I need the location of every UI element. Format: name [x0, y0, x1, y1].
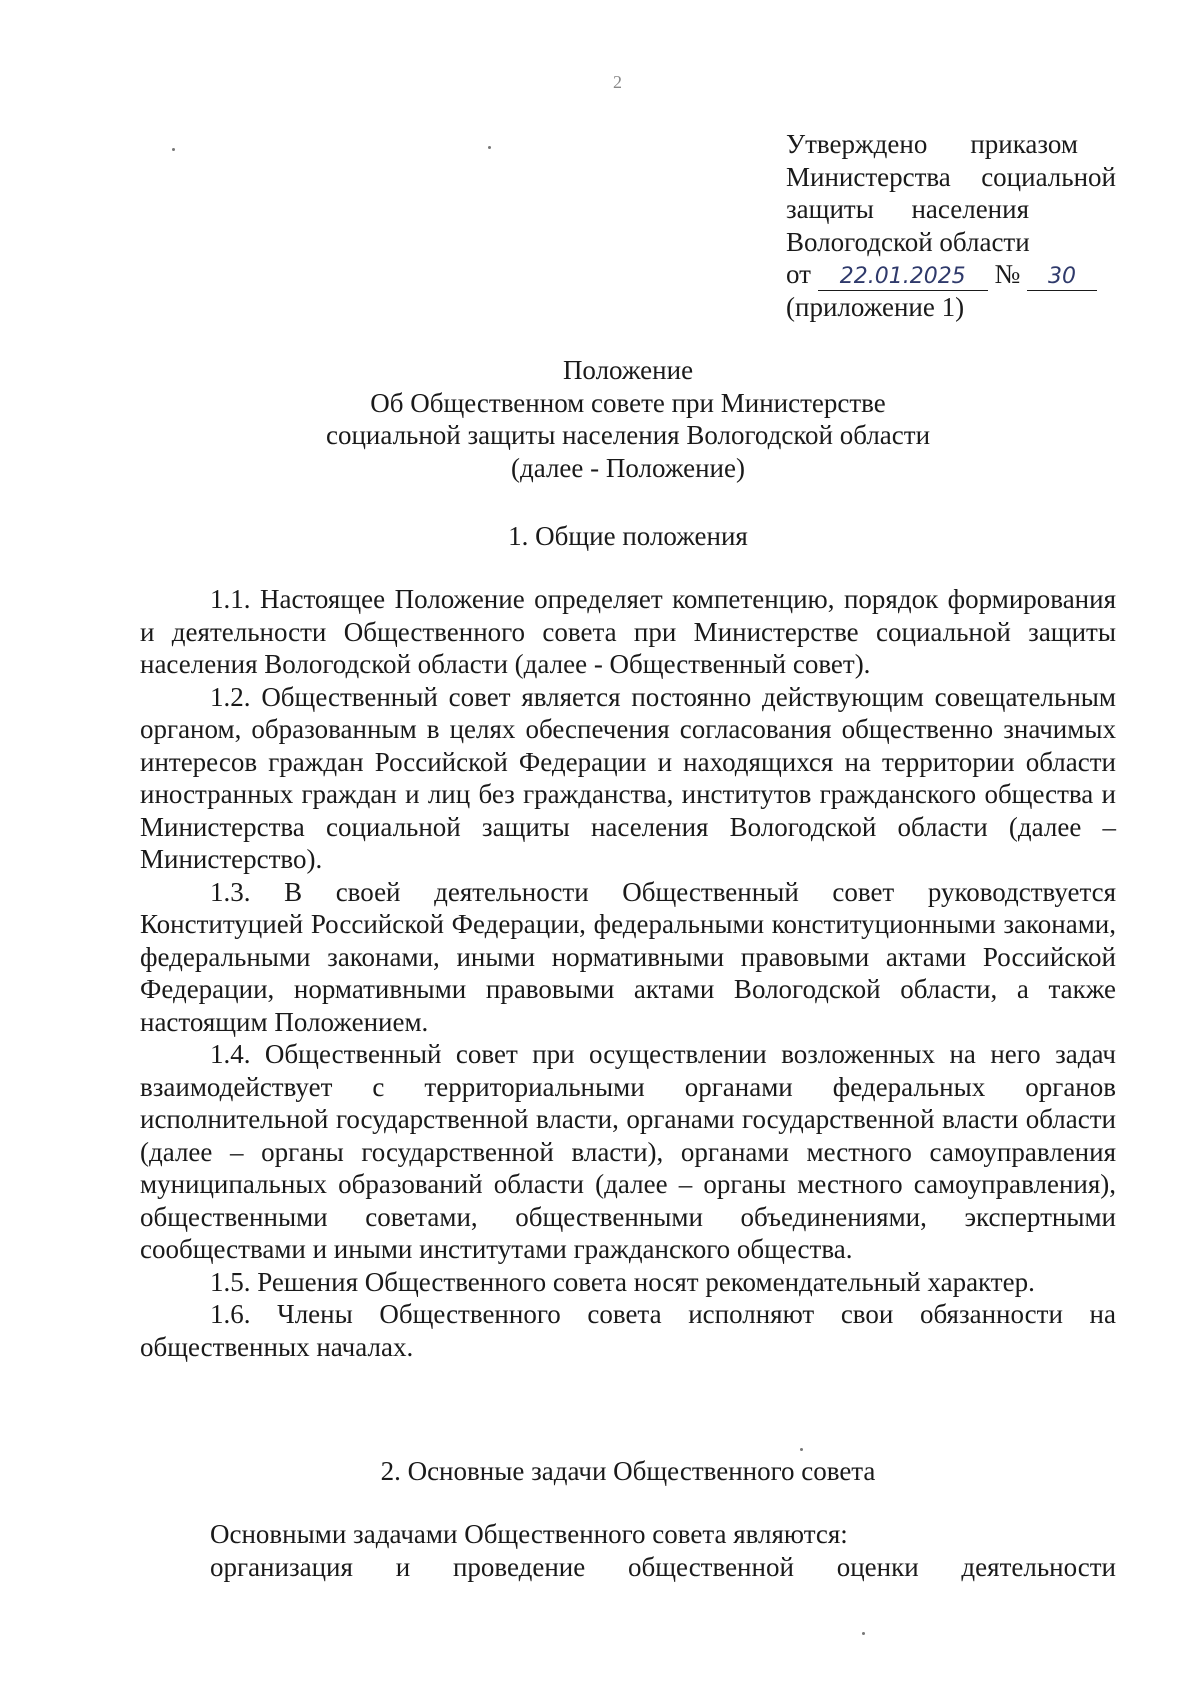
approval-word: населения — [911, 194, 1029, 224]
approval-date-line — [786, 258, 1116, 291]
section-1-heading: 1. Общие положения — [508, 521, 748, 551]
title-line-1: Положение — [562, 355, 694, 385]
title-line-4: (далее - Положение) — [511, 452, 745, 483]
paragraph-1-1: 1.1. Настоящее Положение определяет компетенцию, порядок формирования и деятельности Общественного совета при Министерстве социальной защиты населения Вологодской области (далее - Общественный совет). — [140, 584, 1116, 679]
approval-stamp-block — [786, 128, 1116, 324]
handwritten-date: 22.01.2025 — [818, 264, 988, 291]
approval-line-3 — [786, 193, 1029, 226]
approval-word: социальной — [981, 161, 1116, 192]
date-prefix: от — [786, 259, 811, 289]
title-line-2: Об Общественном совете при Министерстве — [370, 387, 886, 418]
scan-speck — [800, 1448, 803, 1451]
approval-appendix: (приложение 1) — [786, 292, 965, 322]
section-1-body — [140, 583, 1116, 1363]
paragraph-1-5: 1.5. Решения Общественного совета носят рекомендательный характер. — [210, 1266, 1035, 1297]
approval-line-1 — [786, 128, 1078, 161]
paragraph-1-2: 1.2. Общественный совет является постоянно действующим совещательным органом, образованным в целях обеспечения согласования общественно значимых интересов граждан Российской Федерации и находящихся на территории области иностранных граждан и лиц без гражданства, институтов гражданского общества и Министерства социальной защиты населения Вологодской области (далее – Министерство). — [140, 681, 1116, 874]
document-title — [140, 354, 1116, 484]
approval-word: Министерства — [786, 161, 951, 192]
approval-line-2 — [786, 161, 1116, 194]
title-line-3: социальной защиты населения Вологодской области — [325, 420, 931, 450]
section-2-body — [140, 1518, 1116, 1583]
number-sign: № — [994, 259, 1021, 289]
scan-speck — [862, 1632, 865, 1635]
approval-word: приказом — [970, 129, 1078, 159]
handwritten-number: 30 — [1027, 264, 1097, 291]
approval-word: Утверждено — [786, 129, 928, 159]
paragraph-1-6: 1.6. Члены Общественного совета исполняют свои обязанности на общественных началах. — [140, 1299, 1116, 1362]
approval-word: защиты — [786, 194, 874, 224]
paragraph-1-4: 1.4. Общественный совет при осуществлении возложенных на него задач взаимодействует с территориальными органами федеральных органов исполнительной государственной власти, органами государственной власти области (далее – органы государственной власти), органами местного самоуправления муниципальных образований области (далее – органы местного самоуправления), общественными советами, общественными объединениями, экспертными сообществами и иными институтами гражданского общества. — [140, 1039, 1116, 1264]
scan-speck — [488, 146, 491, 149]
paragraph-1-3: 1.3. В своей деятельности Общественный совет руководствуется Конституцией Российской Федерации, федеральными конституционными законами, федеральными законами, иными нормативными правовыми актами Российской Федерации, нормативными правовыми актами Вологодской области, а также настоящим Положением. — [140, 876, 1116, 1037]
page-number-mark: 2 — [613, 72, 622, 92]
section-2-item-1: организация и проведение общественной оценки деятельности — [210, 1551, 1116, 1582]
section-2-heading: 2. Основные задачи Общественного совета — [380, 1456, 876, 1486]
section-2-intro: Основными задачами Общественного совета являются: — [210, 1519, 848, 1549]
scan-speck — [172, 148, 175, 151]
approval-line-4: Вологодской области — [786, 226, 1030, 257]
